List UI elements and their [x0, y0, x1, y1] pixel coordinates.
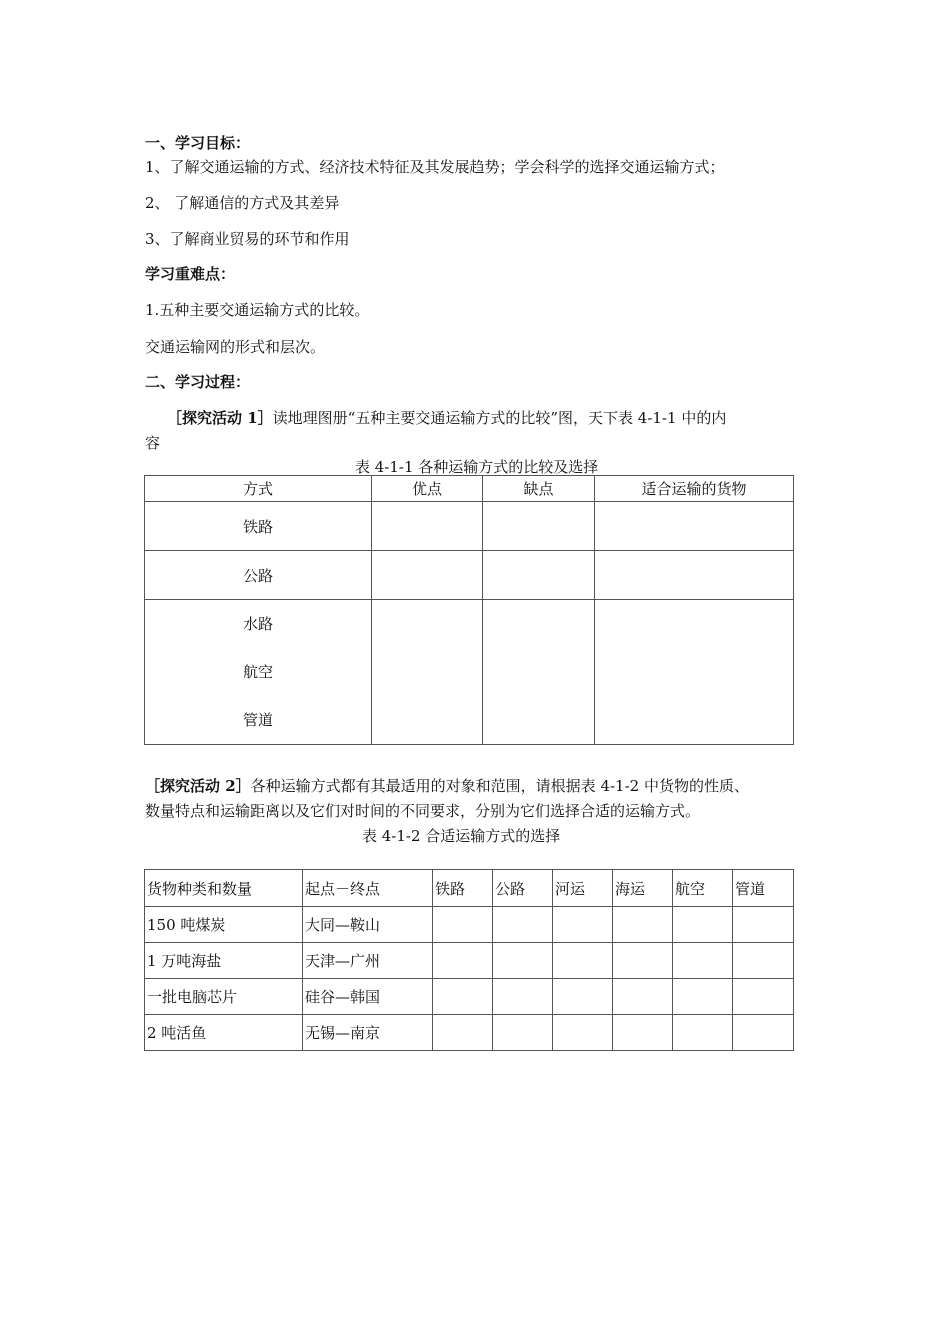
goods-cell: 150 吨煤炭 — [145, 907, 303, 943]
choice-cell[interactable] — [493, 943, 553, 979]
goods-cell: 1 万吨海盐 — [145, 943, 303, 979]
table1-caption: 表 4-1-1 各种运输方式的比较及选择 — [355, 458, 599, 476]
header-advantages: 优点 — [372, 476, 483, 502]
header-suitable-goods: 适合运输的货物 — [595, 476, 794, 502]
answer-cell[interactable] — [372, 551, 483, 600]
choice-cell[interactable] — [673, 907, 733, 943]
table-row — [145, 943, 794, 979]
choice-cell[interactable] — [613, 979, 673, 1015]
goods-cell: 一批电脑芯片 — [145, 979, 303, 1015]
choice-cell[interactable] — [433, 907, 493, 943]
choice-cell[interactable] — [733, 1015, 794, 1051]
header-railway: 铁路 — [433, 870, 493, 907]
choice-cell[interactable] — [433, 1015, 493, 1051]
choice-cell[interactable] — [613, 943, 673, 979]
choice-cell[interactable] — [553, 1015, 613, 1051]
mode-group — [145, 600, 372, 745]
header-air: 航空 — [673, 870, 733, 907]
activity1-line1: 读地理图册“五种主要交通运输方式的比较”图，天下表 4-1-1 中的内 — [272, 409, 727, 427]
route-cell: 无锡—南京 — [303, 1015, 433, 1051]
section2-heading: 二、学习过程： — [145, 373, 251, 391]
activity2-line1: 各种运输方式都有其最适用的对象和范围，请根据表 4-1-2 中货物的性质、 — [250, 777, 749, 795]
answer-cell[interactable] — [595, 551, 794, 600]
header-goods: 货物种类和数量 — [145, 870, 303, 907]
choice-cell[interactable] — [553, 943, 613, 979]
answer-cell[interactable] — [483, 502, 595, 551]
route-cell: 硅谷—韩国 — [303, 979, 433, 1015]
answer-cell[interactable] — [595, 600, 794, 745]
choice-cell[interactable] — [493, 979, 553, 1015]
choice-cell[interactable] — [553, 907, 613, 943]
header-disadvantages: 缺点 — [483, 476, 595, 502]
answer-cell[interactable] — [372, 502, 483, 551]
mode-pipeline: 管道 — [242, 711, 273, 729]
table-row — [145, 979, 794, 1015]
goal-3: 3、了解商业贸易的环节和作用 — [145, 230, 350, 248]
choice-cell[interactable] — [613, 1015, 673, 1051]
answer-cell[interactable] — [372, 600, 483, 745]
choice-cell[interactable] — [433, 943, 493, 979]
table-row — [145, 907, 794, 943]
section1-heading: 一、学习目标： — [145, 134, 251, 152]
activity2-text — [145, 776, 749, 796]
activity1-line2: 容 — [145, 434, 161, 452]
goal-1: 1、了解交通运输的方式、经济技术特征及其发展趋势；学会科学的选择交通运输方式； — [145, 158, 725, 176]
goods-cell: 2 吨活鱼 — [145, 1015, 303, 1051]
activity1-label: ［探究活动 1］ — [167, 409, 273, 427]
table2-caption: 表 4-1-2 合适运输方式的选择 — [362, 827, 561, 845]
choice-cell[interactable] — [553, 979, 613, 1015]
goal-2: 2、 了解通信的方式及其差异 — [145, 194, 340, 212]
route-cell: 大同—鞍山 — [303, 907, 433, 943]
choice-cell[interactable] — [493, 1015, 553, 1051]
choice-cell[interactable] — [433, 979, 493, 1015]
mode-road: 公路 — [145, 551, 372, 600]
choice-cell[interactable] — [493, 907, 553, 943]
activity1-text — [167, 408, 726, 428]
activity2-label: ［探究活动 2］ — [145, 777, 251, 795]
answer-cell[interactable] — [595, 502, 794, 551]
mode-water: 水路 — [242, 615, 273, 633]
answer-cell[interactable] — [483, 551, 595, 600]
answer-cell[interactable] — [483, 600, 595, 745]
mode-air: 航空 — [242, 663, 273, 681]
header-river: 河运 — [553, 870, 613, 907]
choice-cell[interactable] — [673, 943, 733, 979]
mode-railway: 铁路 — [145, 502, 372, 551]
header-pipeline: 管道 — [733, 870, 794, 907]
header-road: 公路 — [493, 870, 553, 907]
choice-cell[interactable] — [673, 1015, 733, 1051]
choice-cell[interactable] — [733, 943, 794, 979]
difficulty-2: 交通运输网的形式和层次。 — [145, 338, 326, 356]
comparison-table — [144, 475, 794, 745]
header-route: 起点－终点 — [303, 870, 433, 907]
difficulties-heading: 学习重难点： — [145, 265, 236, 283]
header-sea: 海运 — [613, 870, 673, 907]
header-mode: 方式 — [145, 476, 372, 502]
choice-cell[interactable] — [733, 907, 794, 943]
route-cell: 天津—广州 — [303, 943, 433, 979]
choice-cell[interactable] — [733, 979, 794, 1015]
transport-choice-table — [144, 869, 794, 1051]
difficulty-1: 1.五种主要交通运输方式的比较。 — [145, 301, 370, 319]
choice-cell[interactable] — [673, 979, 733, 1015]
choice-cell[interactable] — [613, 907, 673, 943]
table-row — [145, 1015, 794, 1051]
activity2-line2: 数量特点和运输距离以及它们对时间的不同要求，分别为它们选择合适的运输方式。 — [145, 802, 701, 820]
